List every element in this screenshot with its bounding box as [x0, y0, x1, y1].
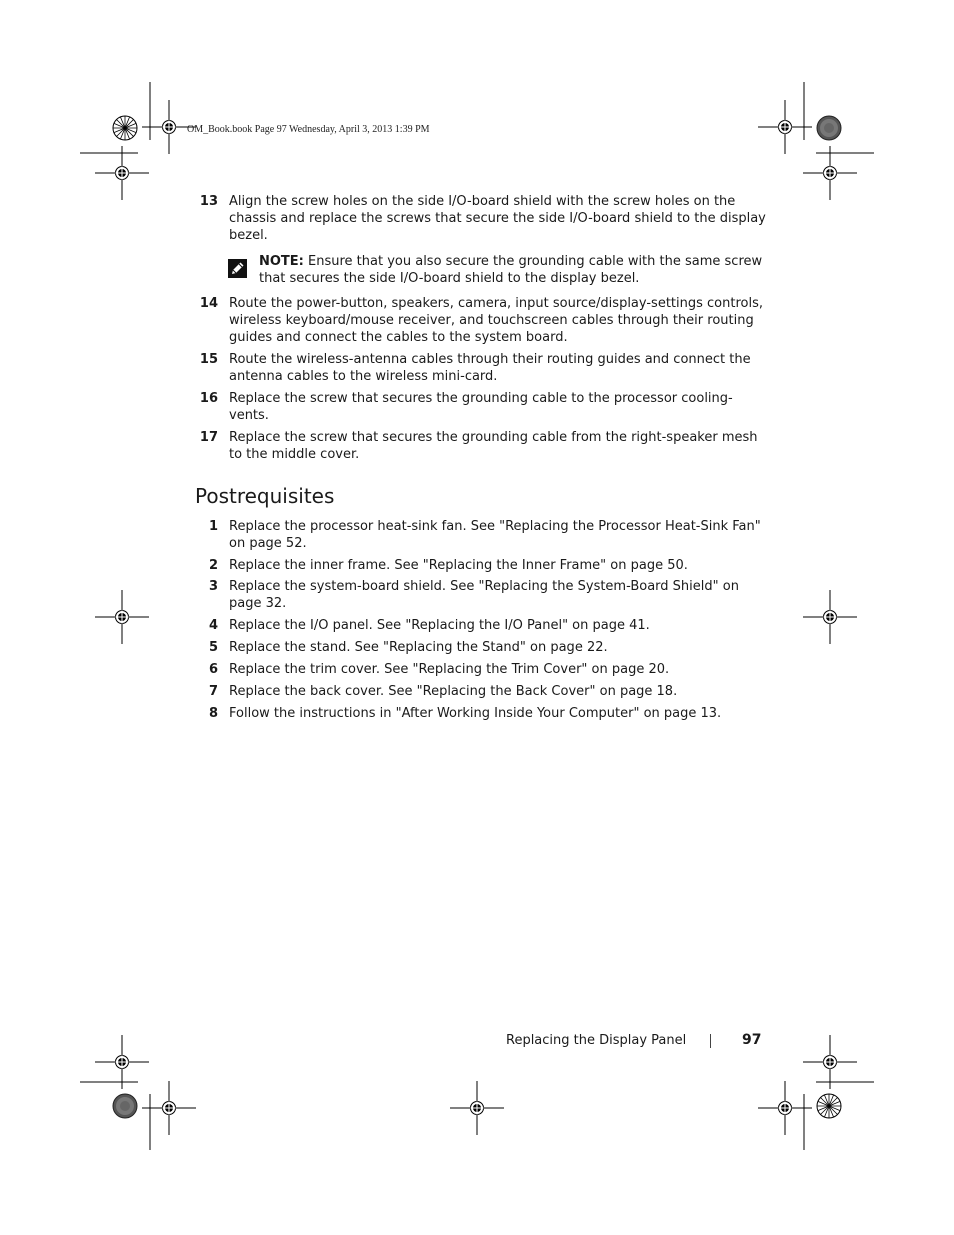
registration-dot-icon: [113, 1094, 137, 1118]
step-text: Replace the screw that secures the grounding cable from the right-speaker mesh to the middle cover.: [229, 430, 758, 463]
registration-wheel-icon: [113, 116, 137, 140]
post-step-1: [196, 518, 766, 552]
step-text: Replace the system-board shield. See "Replacing the System-Board Shield" on page 32.: [229, 579, 739, 612]
page-number: 97: [742, 1032, 762, 1048]
note-text: Ensure that you also secure the grounding cable with the same screw that secures the side I/O-board shield to the display bezel.: [259, 254, 763, 287]
footer-chapter-title: Replacing the Display Panel: [506, 1033, 687, 1048]
crosshair-mark-icon: [803, 1035, 857, 1089]
step-number: 13: [199, 194, 218, 209]
step-text: Replace the screw that secures the grounding cable to the processor cooling-vents.: [229, 391, 733, 424]
step-number: 6: [208, 662, 218, 677]
post-step-4: [196, 617, 766, 634]
step-number: 8: [208, 706, 218, 721]
step-text: Follow the instructions in "After Working Inside Your Computer" on page 13.: [229, 706, 722, 721]
note-label: NOTE:: [259, 254, 304, 269]
crosshair-mark-icon: [95, 1035, 149, 1089]
post-step-8: [196, 705, 766, 722]
step-number: 2: [208, 558, 218, 573]
step-number: 5: [208, 640, 218, 655]
step-number: 3: [208, 579, 218, 594]
note-box: [228, 253, 768, 287]
step-text: Route the wireless-antenna cables through their routing guides and connect the antenna cables to the wireless mini-card.: [229, 352, 751, 385]
step-number: 14: [199, 296, 218, 311]
step-text: Replace the processor heat-sink fan. See "Replacing the Processor Heat-Sink Fan" on page 52.: [229, 519, 761, 552]
step-text: Replace the back cover. See "Replacing the Back Cover" on page 18.: [229, 684, 678, 699]
post-step-7: [196, 683, 766, 700]
post-step-5: [196, 639, 766, 656]
step-number: 15: [199, 352, 218, 367]
step-text: Replace the inner frame. See "Replacing the Inner Frame" on page 50.: [229, 558, 688, 573]
crosshair-mark-icon: [803, 146, 857, 200]
step-number: 17: [199, 430, 218, 445]
step-13: [196, 193, 766, 245]
note-pencil-icon: [228, 259, 247, 278]
print-slug: OM_Book.book Page 97 Wednesday, April 3, 2013 1:39 PM: [187, 124, 430, 135]
step-number: 4: [208, 618, 218, 633]
step-16: [196, 390, 766, 424]
step-text: Replace the stand. See "Replacing the Stand" on page 22.: [229, 640, 608, 655]
footer-divider: [710, 1034, 711, 1048]
step-17: [196, 429, 766, 463]
step-text: Replace the I/O panel. See "Replacing the I/O Panel" on page 41.: [229, 618, 650, 633]
step-number: 16: [199, 391, 218, 406]
registration-wheel-icon: [817, 1094, 841, 1118]
post-step-6: [196, 661, 766, 678]
crosshair-mark-icon: [95, 146, 149, 200]
step-number: 1: [208, 519, 218, 534]
step-14: [196, 295, 766, 347]
section-heading: Postrequisites: [195, 484, 335, 508]
step-text: Replace the trim cover. See "Replacing the Trim Cover" on page 20.: [229, 662, 670, 677]
step-text: Route the power-button, speakers, camera, input source/display-settings controls, wireless keyboard/mouse receiver, and touchscreen cables through their routing guides and connect the cables to the system board.: [229, 296, 763, 346]
crosshair-mark-icon: [803, 590, 857, 644]
registration-dot-icon: [817, 116, 841, 140]
step-text: Align the screw holes on the side I/O-board shield with the screw holes on the chassis and replace the screws that secure the side I/O-board shield to the display bezel.: [229, 194, 766, 244]
step-number: 7: [208, 684, 218, 699]
step-15: [196, 351, 766, 385]
crosshair-mark-icon: [95, 590, 149, 644]
post-step-3: [196, 578, 766, 612]
post-step-2: [196, 557, 766, 574]
crosshair-mark-icon: [450, 1081, 504, 1135]
